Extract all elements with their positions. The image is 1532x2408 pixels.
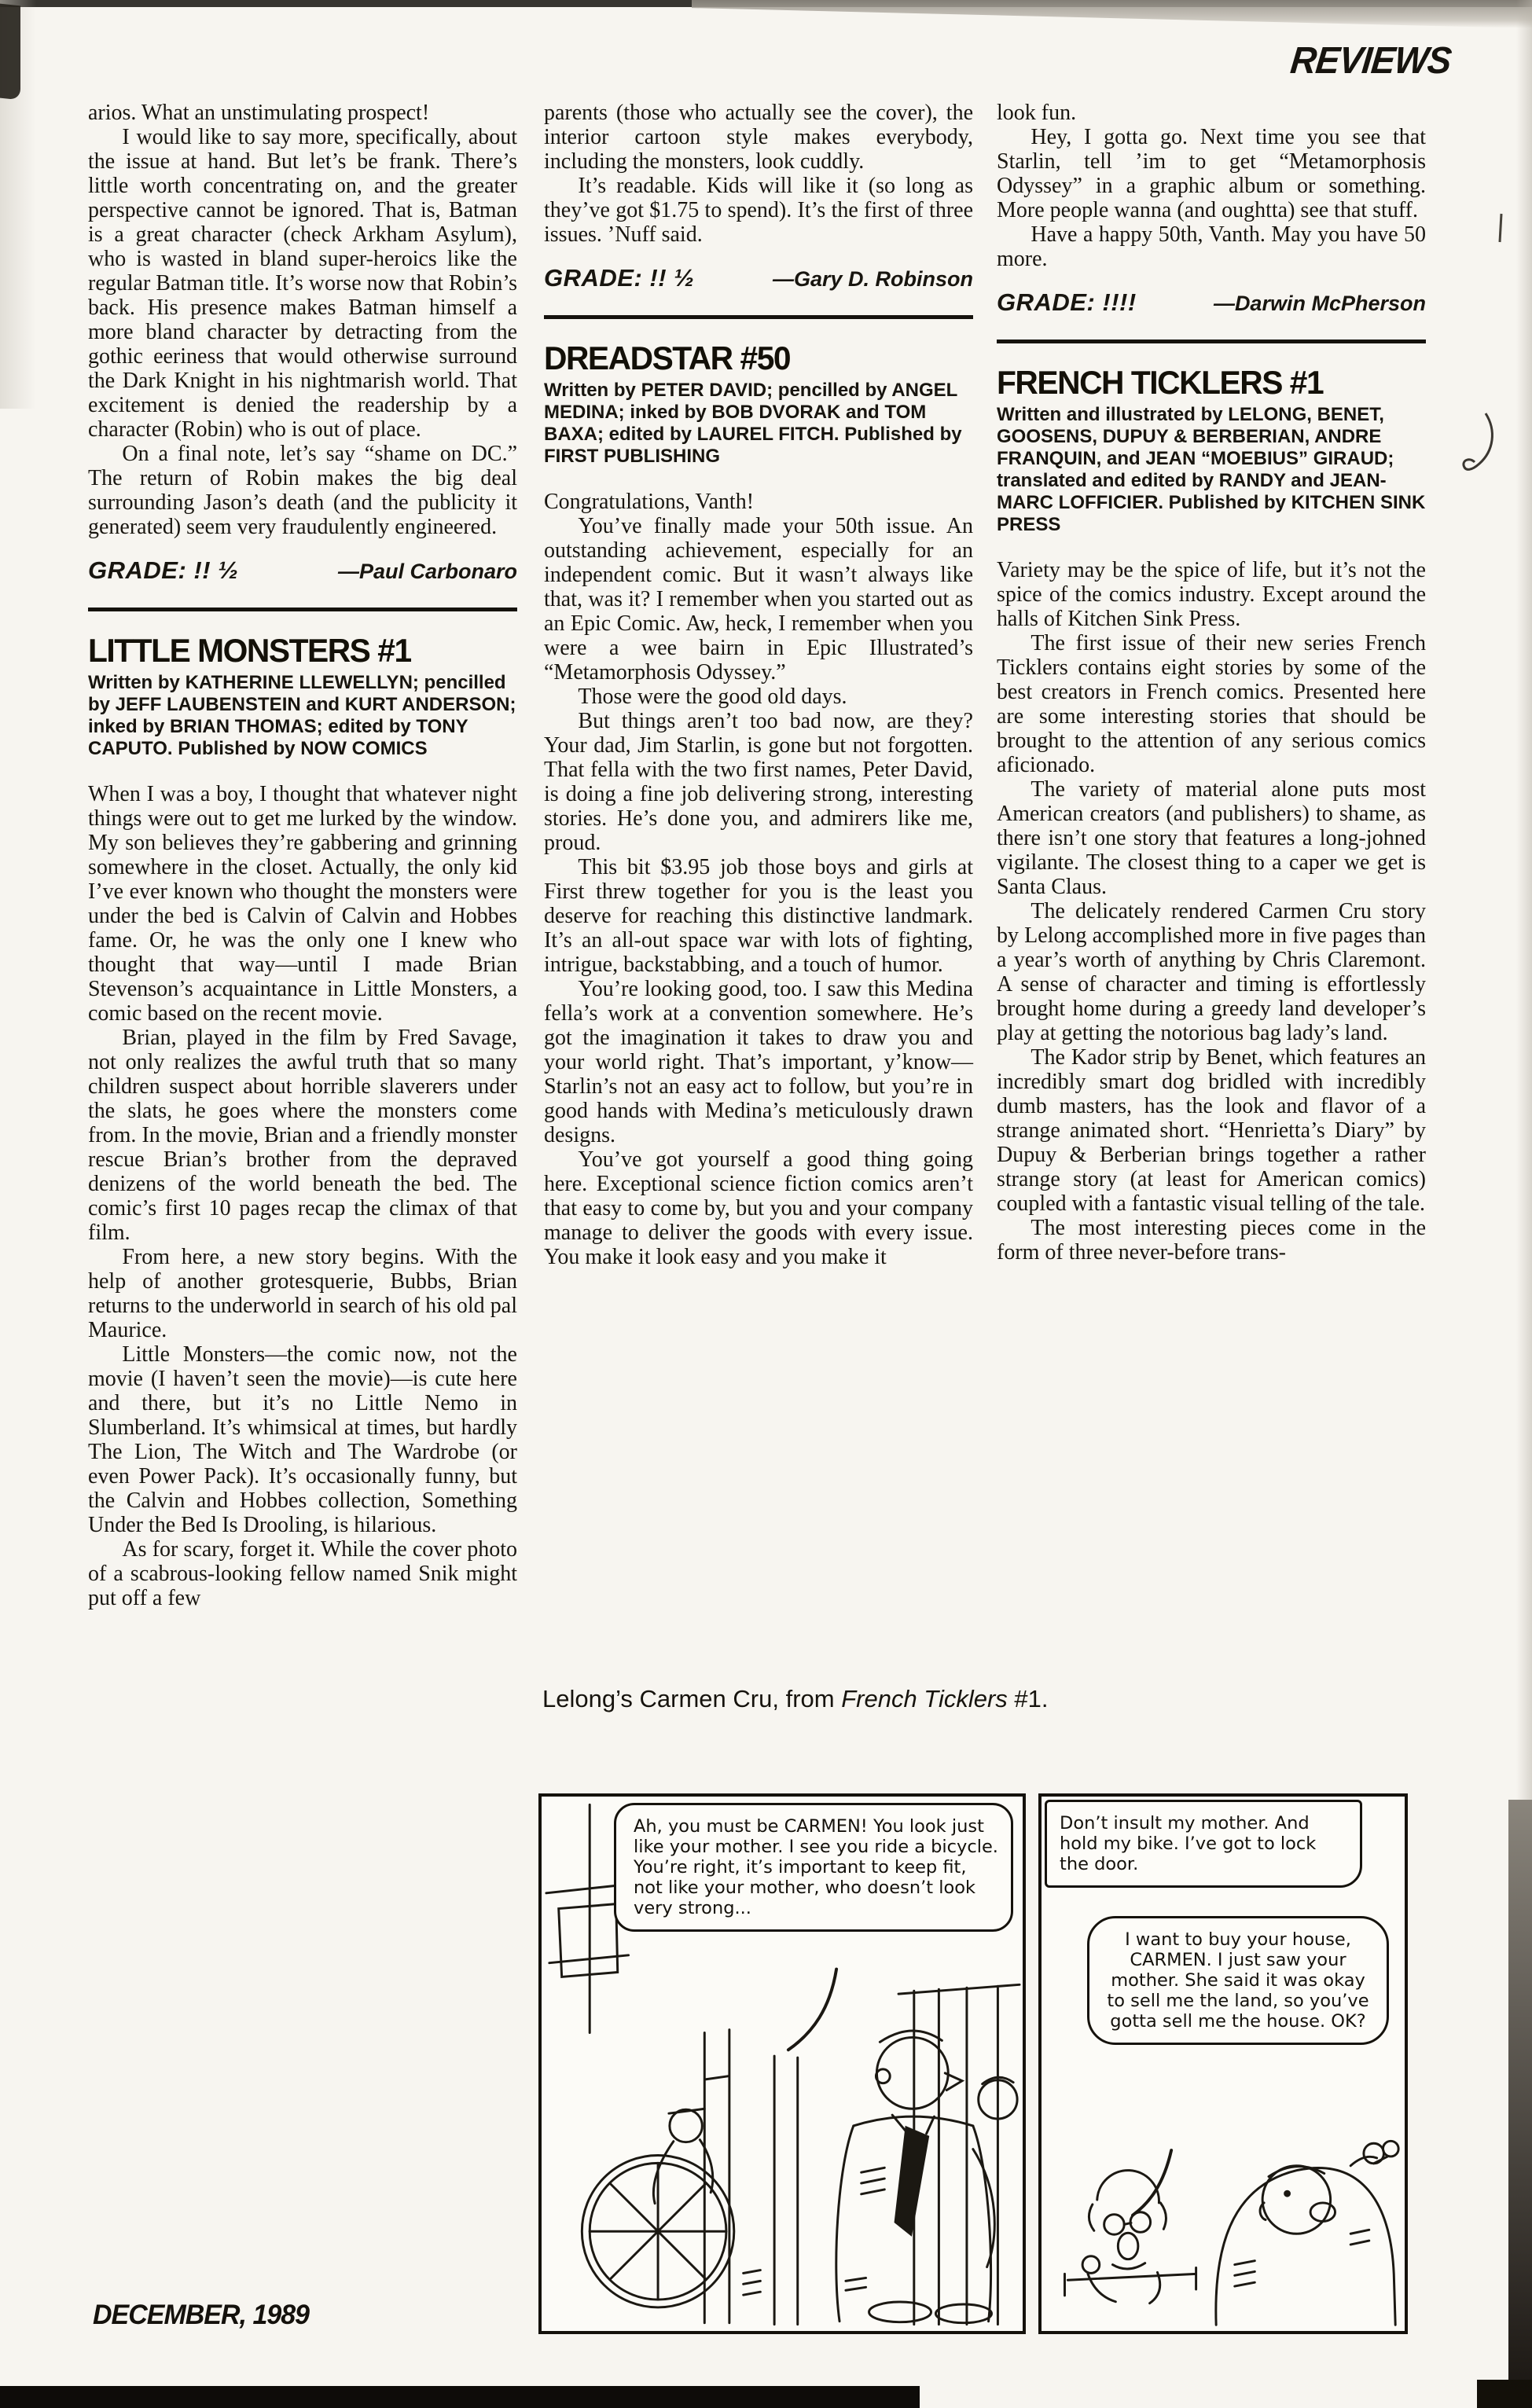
- comic-panel-2: [1038, 1793, 1408, 2334]
- grade-row: [997, 290, 1426, 316]
- column-3: [997, 101, 1426, 1265]
- paragraph: Brian, played in the film by Fred Savage, not only realizes the awful truth that so many children suspect about horrible slaverers under the slats, he goes where the monsters come from. In the movie, Brian and a friendly monster rescue Brian’s brother from the depraved denizens of the world beneath the bed. The comic’s first 10 pages recap the climax of that film.: [88, 1026, 517, 1245]
- section-divider: [544, 315, 973, 319]
- section-divider: [997, 340, 1426, 343]
- grade-author: —Gary D. Robinson: [772, 267, 973, 291]
- paragraph: Hey, I gotta go. Next time you see that Starlin, tell ’im to get “Metamorphosis Odyssey” in a graphic album or something. More people wanna (and oughtta) see that stuff.: [997, 125, 1426, 222]
- paragraph: Those were the good old days.: [578, 685, 847, 709]
- paragraph: parents (those who actually see the cover), the interior cartoon style makes everybody, including the monsters, look cuddly.: [544, 101, 973, 174]
- paragraph: But things aren’t too bad now, are they? Your dad, Jim Starlin, is gone but not forgotten. That fella with the two first names, Peter David, is doing a fine job delivering strong, interesting stories. He’s done you, and admirers like me, proud.: [544, 709, 973, 855]
- paragraph: The variety of material alone puts most American creators (and publishers) to shame, as there isn’t one story that features a long-johned vigilante. The closest thing to a caper we get is Santa Claus.: [997, 777, 1426, 899]
- paragraph: When I was a boy, I thought that whatever night things were out to get me lurked by the window. My son believes they’re gabbering and grinning somewhere in the closet. Actually, the only kid I’ve ever known who thought the monsters were under the bed is Calvin of Calvin and Hobbes fame. Or, he was the only one I knew who thought that way—until I made Brian Stevenson’s acquaintance in Little Monsters, a comic based on the recent movie.: [88, 782, 517, 1026]
- paragraph: look fun.: [997, 101, 1077, 125]
- scan-artifact-corner-blotch: [0, 4, 20, 101]
- paragraph: This bit $3.95 job those boys and girls at First threw together for you is the least you deserve for reaching this distinctive landmark. It’s an all-out space war with lots of fighting, intrigue, backstabbing, and a touch of humor.: [544, 855, 973, 977]
- scan-artifact-right-edge: [1516, 0, 1532, 1808]
- scan-artifact-bottom-right: [1477, 2380, 1532, 2408]
- paragraph: The first issue of their new series French Ticklers contains eight stories by some of the best creators in French comics. Presented here are some interesting stories that should be brought to the attention of any serious comics aficionado.: [997, 631, 1426, 777]
- scan-artifact-right-band: [1508, 1800, 1532, 2408]
- review-title-dreadstar: DREADSTAR #50: [544, 340, 791, 376]
- little-monsters-continuation: [544, 101, 973, 247]
- caption-prefix: Lelong’s Carmen Cru, from: [542, 1685, 842, 1712]
- review-credits: Written by KATHERINE LLEWELLYN; pencilled by JEFF LAUBENSTEIN and KURT ANDERSON; inked by BRIAN THOMAS; edited by TONY CAPUTO. Published by NOW COMICS: [88, 672, 516, 759]
- review-body: [997, 558, 1426, 1265]
- pen-mark-tick: [1493, 211, 1509, 247]
- paragraph: On a final note, let’s say “shame on DC.” The return of Robin makes the big deal surrounding Jason’s death (and the publicity it generated) seem very fraudulently engineered.: [88, 442, 517, 539]
- caption-title: French Ticklers: [841, 1685, 1008, 1712]
- paragraph: As for scary, forget it. While the cover photo of a scabrous-looking fellow named Snik might put off a few: [88, 1537, 517, 1610]
- scan-artifact-top-right-shadow: [692, 0, 1532, 28]
- column-2: [544, 101, 973, 1269]
- grade-label: GRADE: !!!!: [997, 288, 1137, 316]
- page-header: REVIEWS: [1288, 40, 1453, 82]
- paragraph: It’s readable. Kids will like it (so long as they’ve got $1.75 to spend). It’s the first of three issues. ’Nuff said.: [544, 174, 973, 247]
- comic-caption: [542, 1685, 1313, 1713]
- review-title-french-ticklers: FRENCH TICKLERS #1: [997, 364, 1324, 401]
- review-credits: Written and illustrated by LELONG, BENET, GOOSENS, DUPUY & BERBERIAN, ANDRE FRANQUIN, and JEAN “MOEBIUS” GIRAUD; translated and edited by RANDY and JEAN-MARC LOFFICIER. Published by KITCHEN SINK PRESS: [997, 404, 1426, 535]
- paragraph: Variety may be the spice of life, but it’s not the spice of the comics industry. Except around the halls of Kitchen Sink Press.: [997, 558, 1426, 631]
- caption-suffix: #1.: [1007, 1685, 1049, 1712]
- batman-review-continuation: [88, 101, 517, 539]
- dreadstar-continuation: [997, 101, 1426, 271]
- pen-mark-squiggle: [1448, 409, 1503, 487]
- grade-row: [88, 558, 517, 584]
- paragraph: The delicately rendered Carmen Cru story by Lelong accomplished more in five pages than a year’s worth of anything by Chris Claremont. A sense of character and timing is effortlessly brought home during a greedy land developer’s play at getting the notorious bag lady’s land.: [997, 899, 1426, 1045]
- review-credits: Written by PETER DAVID; pencilled by ANGEL MEDINA; inked by BOB DVORAK and TOM BAXA; edited by LAUREL FITCH. Published by FIRST PUBLISHING: [544, 380, 962, 467]
- paragraph: Little Monsters—the comic now, not the movie (I haven’t seen the movie)—is cute here and there, but it’s no Little Nemo in Slumberland. It’s whimsical at times, but hardly The Lion, The Witch and The Wardrobe (or even Power Pack). It’s occasionally funny, but the Calvin and Hobbes collection, Something Under the Bed Is Drooling, is hilarious.: [88, 1342, 517, 1537]
- footer-issue-date: DECEMBER, 1989: [93, 2300, 310, 2330]
- speech-bubble: I want to buy your house, CARMEN. I just saw your mother. She said it was okay to sell me the land, so you’ve gotta sell me the house. OK?: [1087, 1916, 1389, 2045]
- paragraph: I would like to say more, specifically, about the issue at hand. But let’s be frank. There’s little worth concentrating on, and the greater perspective cannot be ignored. That is, Batman is a great character (check Arkham Asylum), who is wasted in bland super-heroics like the regular Batman title. It’s worse now that Robin’s back. His presence makes Batman himself a more bland character by detracting from the gothic eeriness that would otherwise surround the Dark Knight in his nightmarish world. That excitement is denied the readership by a character (Robin) who is out of place.: [88, 125, 517, 442]
- grade-author: —Darwin McPherson: [1213, 292, 1426, 315]
- paragraph: The Kador strip by Benet, which features an incredibly smart dog bridled with incredibly dumb masters, has the look and flavor of a strange animated short. “Henrietta’s Diary” by Dupuy & Berberian brings together a rather strange story (at least for American comics) coupled with a fantastic visual telling of the tale.: [997, 1045, 1426, 1216]
- section-divider: [88, 608, 517, 611]
- paragraph: You’ve finally made your 50th issue. An outstanding achievement, especially for an independent comic. But it wasn’t always like that, was it? I remember when you started out as an Epic Comic. Aw, heck, I remember when you were a wee bairn in Epic Illustrated’s “Metamorphosis Odyssey.”: [544, 514, 973, 685]
- review-body: [88, 782, 517, 1610]
- paragraph: The most interesting pieces come in the form of three never-before trans-: [997, 1216, 1426, 1265]
- speech-bubble: Ah, you must be CARMEN! You look just like your mother. I see you ride a bicycle. You’re right, it’s important to keep fit, not like your mother, who doesn’t look very strong...: [614, 1803, 1013, 1932]
- comic-strip-excerpt: [538, 1793, 1408, 2334]
- grade-author: —Paul Carbonaro: [337, 560, 517, 583]
- scan-artifact-left-streak: [0, 0, 36, 409]
- paragraph: You’ve got yourself a good thing going here. Exceptional science fiction comics aren’t that easy to come by, but you and your company manage to deliver the goods with every issue. You make it look easy and you make it: [544, 1147, 973, 1269]
- paragraph: Congratulations, Vanth!: [544, 490, 755, 514]
- grade-label: GRADE: !! ½: [88, 556, 239, 584]
- paragraph: arios. What an unstimulating prospect!: [88, 101, 430, 125]
- grade-row: [544, 266, 973, 292]
- speech-bubble: Don’t insult my mother. And hold my bike. I’ve got to lock the door.: [1045, 1800, 1362, 1888]
- comic-panel-1: [538, 1793, 1026, 2334]
- paragraph: From here, a new story begins. With the help of another grotesquerie, Bubbs, Brian returns to the underworld in search of his old pal Maurice.: [88, 1245, 517, 1342]
- scan-artifact-bottom-bar: [0, 2386, 920, 2408]
- grade-label: GRADE: !! ½: [544, 264, 695, 292]
- review-body: [544, 490, 973, 1269]
- scan-artifact-top-edge: [0, 0, 1532, 7]
- paragraph: Have a happy 50th, Vanth. May you have 50 more.: [997, 222, 1426, 271]
- column-1: [88, 101, 517, 1610]
- paragraph: You’re looking good, too. I saw this Medina fella’s work at a convention somewhere. He’s got the imagination it takes to draw you and your world right. That’s important, y’know—Starlin’s not an easy act to follow, but you’re in good hands with Medina’s meticulously drawn designs.: [544, 977, 973, 1147]
- review-title-little-monsters: LITTLE MONSTERS #1: [88, 632, 411, 669]
